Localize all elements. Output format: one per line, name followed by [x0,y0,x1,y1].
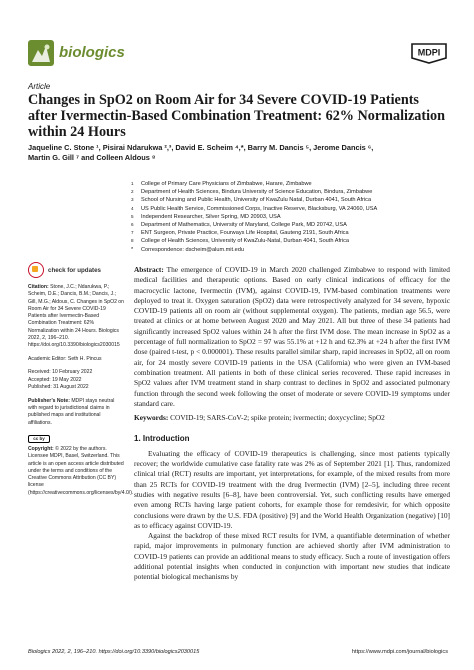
affiliation-number: * [131,246,134,253]
affiliation-item [131,221,451,229]
check-updates-icon [28,262,44,278]
affiliation-text: US Public Health Service, Commissioned Corps, Inactive Reserve, Blacksburg, VA 24060, USA [141,205,378,212]
journal-header [28,40,448,68]
affiliation-item [131,188,451,196]
affiliation-number: 2 [131,189,134,195]
keywords-text: COVID-19; SARS-CoV-2; spike protein; ivermectin; doxycycline; SpO2 [170,413,385,423]
affiliation-item [131,229,451,237]
copyright-block [28,445,134,497]
affiliation-number: 8 [131,238,134,244]
affiliation-text: Department of Health Sciences, Bindura University of Science Education, Bindura, Zimbabwe [141,189,373,196]
publisher-note-text: MDPI stays neutral with regard to jurisdictional claims in published maps and institutional affiliations. [28,397,115,426]
authors-line-1[interactable]: Jaqueline C. Stone ¹, Pisirai Ndarukwa ²,³, David E. Scheim ⁴,*, Barry M. Dancis ⁵, Jerome Dancis ⁶, [28,143,374,152]
affiliations [131,180,451,254]
correspondence [131,246,451,254]
affiliation-text: College of Primary Care Physicians of Zimbabwe, Harare, Zimbabwe [141,181,312,187]
affiliation-text: Independent Researcher, Silver Spring, MD 20903, USA [141,213,281,220]
cc-license-badge[interactable]: cc by [28,435,50,443]
article-type: Article [28,82,51,91]
affiliation-text: ENT Surgeon, Private Practice, Fourways Life Hospital, Gauteng 2191, South Africa [141,230,349,237]
intro-paragraph-2: Against the backdrop of these mixed RCT results for IVM, a quantifiable determination of whether rapid, major improvements in pulmonary function are achieved shortly after IVM administration to COVID-19 patients can provide an additional means to study efficacy. Such a route of investigation offers additional potential insights when conducted in conjunction with important new studies that indicate potential biological mechanisms by [134,531,450,582]
intro-paragraph-1: Evaluating the efficacy of COVID-19 therapeutics is challenging, since most patients typically recover; the worldwide cumulative case fatality rate was 2% as of September 2021 [1]. Thus, randomized clinical trial (RCT) results are important, yet interpretations, for example, of the mixed results from more than 25 RCTs for COVID-19 treatment with the drug Ivermectin (IVM) [2–5], including three recent studies with negative results [6–8], have been controversial. Yet, such conflicting results have emerged even among RCTs having large patient cohorts, for example those for remdesivir, for which opposite conclusions were drawn by the U.S. FDA (positive) [9] and the World Health Organization (negative) [10] as to efficacy against COVID-19. [134,448,450,530]
affiliation-item [131,180,451,188]
keywords [134,413,450,423]
received-date: Received: 10 February 2022 [28,368,93,375]
accepted-date: Accepted: 19 May 2022 [28,376,82,383]
main-content [134,265,450,583]
citation-label: Citation: [28,284,49,290]
affiliation-number: 6 [131,222,134,228]
affiliation-number: 4 [131,205,134,211]
affiliation-item [131,237,451,245]
published-date: Published: 31 August 2022 [28,384,89,391]
keywords-label: Keywords: [134,413,169,423]
copyright-text: © 2022 by the authors. Licensee MDPI, Basel, Switzerland. This article is an open access article distributed under the terms and conditions of the Creative Commons Attribution (CC BY) license (https://creativecommons.org/licenses/by/4.0/). [28,445,134,496]
footer-citation[interactable]: Biologics 2022, 2, 196–210. https://doi.org/10.3390/biologics2030015 [28,649,200,655]
copyright-label: Copyright: [28,445,54,452]
affiliation-number: 5 [131,213,134,219]
footer-journal-url[interactable]: https://www.mdpi.com/journal/biologics [351,649,448,655]
author-list [28,143,448,163]
affiliation-item [131,196,451,204]
page-footer [28,649,448,655]
publisher-note [28,398,124,427]
mdpi-logo-text: MDPI [417,47,441,58]
citation-text[interactable]: Stone, J.C.; Ndarukwa, P.; Scheim, D.E.; Dancis, B.M.; Dancis, J.; Gill, M.G.; Aldous, C. Changes in SpO2 on Room Air for 34 Severe COVID-19 Patients after Ivermectin-Based Combination Treatment: 62% Normalization within 24 Hours. Biologics 2022, 2, 196–210. https://doi.org/10.3390/biologics2030015 [28,284,124,349]
abstract [134,265,450,409]
article-title: Changes in SpO2 on Room Air for 34 Severe COVID-19 Patients after Ivermectin-Based Combination Treatment: 62% Normalization within 24 Hours [28,92,446,140]
abstract-label: Abstract: [134,265,164,274]
affiliation-number: 1 [131,181,134,186]
publisher-note-label: Publisher’s Note: [28,397,70,404]
affiliation-number: 3 [131,197,134,203]
mdpi-logo[interactable] [410,42,448,64]
affiliation-text: Department of Mathematics, University of Maryland, College Park, MD 20742, USA [141,222,347,229]
citation-block [28,284,124,350]
affiliation-text: School of Nursing and Public Health, University of KwaZulu Natal, Durban 4041, South Africa [141,197,372,204]
abstract-text: The emergence of COVID-19 in March 2020 challenged Zimbabwe to respond with limited medical facilities and therapeutic options. Based on early clinical indications of efficacy for the macrocyclic lactone, Ivermectin (IVM), against COVID-19, IVM-based combination treatments were deployed to treat it. Oxygen saturation (SpO2) data were retrospectively analyzed for 34 severe, hypoxic COVID-19 patients all on room air (without supplemental oxygen). The patients, median age 56.5, were treated at clinics or at home between August 2020 and May 2021. All but three of these 34 patients had significantly increased SpO2 values within 24 h after the first IVM dose. The mean increase in SpO2 as a percentage of full normalization to SpO2 = 97 was 55.1% at +12 h and 62.3% at +24 h after the first IVM dose (paired t-test, p < 0.000001). These results parallel similar sharp, rapid increases in SpO2, all on room air, for 24 mostly severe COVID-19 patients in the USA (California) who were given an IVM-based combination treatment. All patients in both of these clinical series recovered. These rapid increases in SpO2 values after IVM treatment stand in sharp contrast to declines in SpO2 and associated pulmonary function through the second week following the onset of moderate or severe COVID-19 symptoms under standard care. [134,265,450,408]
dates-block [28,369,124,392]
section-heading-introduction: 1. Introduction [134,434,190,444]
affiliation-text: College of Health Sciences, University of KwaZulu-Natal, Durban 4041, South Africa [141,238,350,245]
affiliation-item [131,205,451,213]
check-updates-button[interactable] [28,262,124,278]
check-updates-label: check for updates [48,266,101,274]
authors-line-2[interactable]: Martin G. Gill ⁷ and Colleen Aldous ⁸ [28,153,156,162]
academic-editor: Academic Editor: Seth H. Pincus [28,355,102,362]
correspondence-text[interactable]: Correspondence: dscheim@alum.mit.edu [141,246,244,253]
affiliation-item [131,213,451,221]
journal-logo-icon [28,40,54,66]
journal-name[interactable]: biologics [59,44,125,61]
affiliation-number: 7 [131,230,134,236]
sidebar [28,262,134,503]
